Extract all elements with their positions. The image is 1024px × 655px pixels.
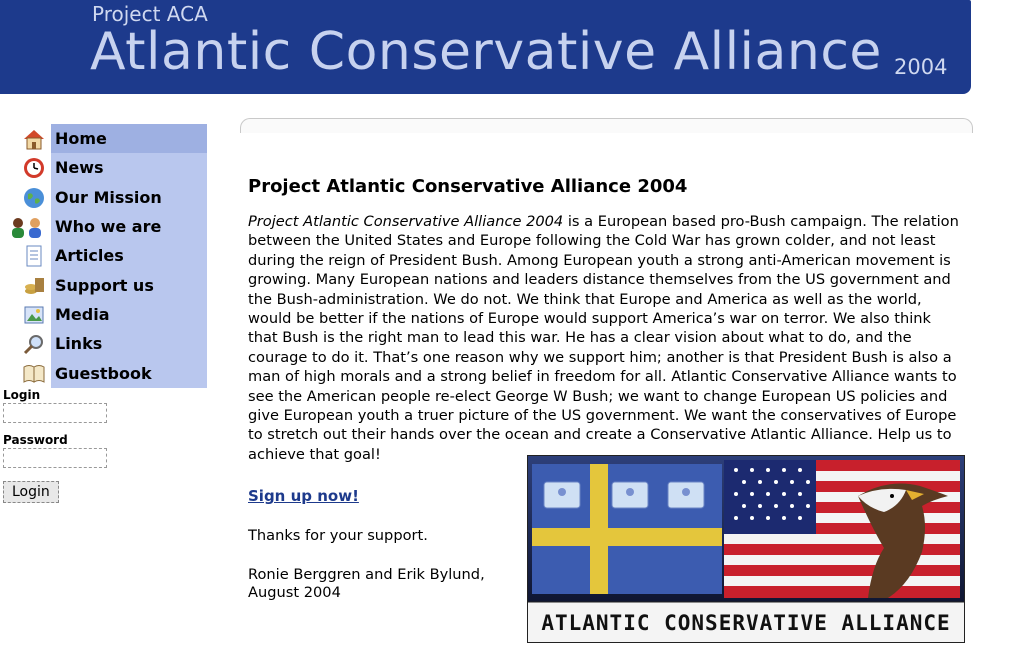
money-icon xyxy=(22,273,46,297)
picture-icon xyxy=(22,303,46,327)
nav-label: Media xyxy=(55,304,110,324)
nav-item-articles[interactable] xyxy=(0,241,207,270)
signup-link[interactable]: Sign up now! xyxy=(248,487,359,506)
nav-label: Articles xyxy=(55,246,124,266)
login-label: Login xyxy=(3,388,41,402)
intro-paragraph xyxy=(248,212,964,464)
nav-item-home[interactable] xyxy=(0,124,207,153)
password-label: Password xyxy=(3,433,68,447)
flags-illustration xyxy=(528,456,964,642)
promo-caption: ATLANTIC CONSERVATIVE ALLIANCE xyxy=(541,611,951,635)
nav-item-our-mission[interactable] xyxy=(0,183,207,212)
promo-image xyxy=(527,455,965,643)
nav-item-media[interactable] xyxy=(0,300,207,329)
nav-item-news[interactable] xyxy=(0,153,207,182)
book-icon xyxy=(22,361,46,385)
nav-item-guestbook[interactable] xyxy=(0,358,207,387)
login-form xyxy=(3,388,113,503)
login-input[interactable] xyxy=(3,403,107,423)
password-input[interactable] xyxy=(3,448,107,468)
intro-text: is a European based pro-Bush campaign. The relation between the United States and Europe following the Cold War has grown colder, and not least during the reign of President Bush. Among European youth a strong anti-American movement is growing. Many European nations and leaders distance themselves from the US government and the Bush-administration. We do not. We think that Europe and America as well as the world, would be better if the nations of Europe would support America’s war on terror. We also think that Bush is the right man to lead this war. He has a clear vision about what to do, and the courage to do it. That’s one reason why we support him; another is that President Bush is also a man of high morals and a strong belief in freedom for all. Atlantic Conservative Alliance wants to see the American people re-elect George W Bush; we want to change European US policies and give European youth a truer picture of the US government. We want the conservatives of Europe to stretch out their hands over the ocean and create a Conservative Atlantic Alliance. Help us to achieve that goal! xyxy=(248,213,959,463)
nav-label: Links xyxy=(55,334,103,354)
thanks-text: Thanks for your support. xyxy=(248,527,428,545)
nav-item-support-us[interactable] xyxy=(0,270,207,299)
login-button[interactable]: Login xyxy=(3,481,59,503)
clock-icon xyxy=(22,156,46,180)
intro-italic: Project Atlantic Conservative Alliance 2004 xyxy=(248,213,564,230)
document-icon xyxy=(22,244,46,268)
nav-label: Guestbook xyxy=(55,363,152,383)
globe-icon xyxy=(22,186,46,210)
nav-label: Home xyxy=(55,129,107,149)
nav-label: Support us xyxy=(55,275,154,295)
nav-label: News xyxy=(55,158,104,178)
house-icon xyxy=(22,127,46,151)
nav-label: Our Mission xyxy=(55,187,162,207)
header-banner xyxy=(0,0,971,94)
site-title: Atlantic Conservative Alliance xyxy=(90,22,882,82)
page-title: Project Atlantic Conservative Alliance 2004 xyxy=(248,176,688,197)
people-icon xyxy=(8,215,46,239)
magnifier-icon xyxy=(22,332,46,356)
nav-label: Who we are xyxy=(55,217,162,237)
site-subtitle: Project ACA xyxy=(92,2,208,26)
site-year: 2004 xyxy=(894,55,948,79)
nav-item-who-we-are[interactable] xyxy=(0,212,207,241)
content-top-bar xyxy=(240,118,973,133)
signature-date: August 2004 xyxy=(248,584,341,602)
signature-names: Ronie Berggren and Erik Bylund, xyxy=(248,566,485,584)
nav-item-links[interactable] xyxy=(0,329,207,358)
sidebar-nav xyxy=(0,124,207,388)
